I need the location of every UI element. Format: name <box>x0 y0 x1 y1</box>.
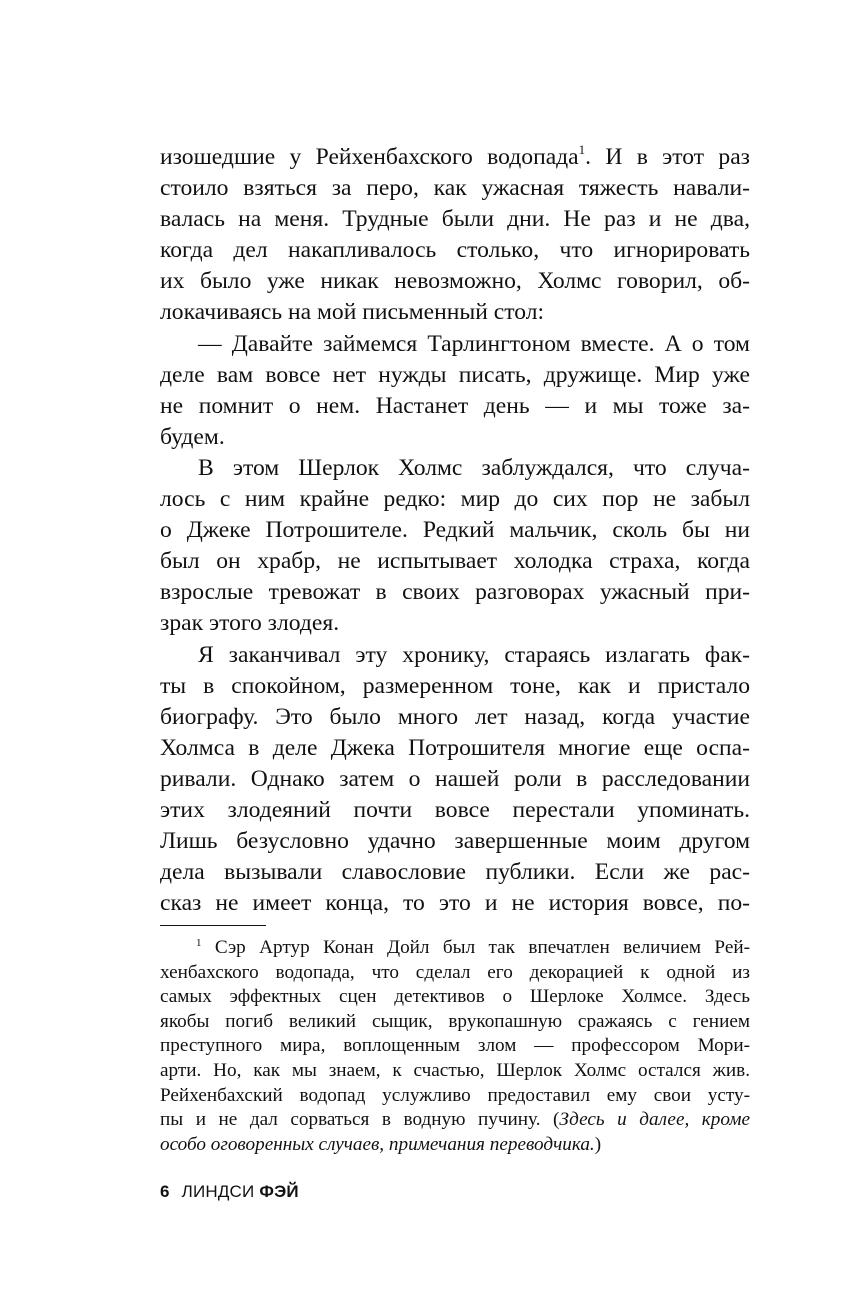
main-text <box>160 142 750 919</box>
footnote-line: Рейхенбахский водопад услужливо предоставил ему свои усту- <box>160 1084 750 1106</box>
text-line: сказ не имеет конца, то это и не история вовсе, по- <box>160 890 750 917</box>
author-last-name: ФЭЙ <box>259 1182 299 1201</box>
text-line: этих злодеяний почти вовсе перестали упоминать. <box>160 796 750 823</box>
footnote-line: самых эффектных сцен детективов о Шерлоке Холмсе. Здесь <box>160 986 750 1008</box>
running-footer <box>160 1182 299 1202</box>
footnote-line: хенбахского водопада, что сделал его декорацией к одной из <box>160 961 750 983</box>
text-line: деле вам вовсе нет нужды писать, дружище. Мир уже <box>160 361 750 388</box>
footnote-marker: 1 <box>196 937 202 949</box>
text-line: будем. <box>160 423 225 450</box>
text-line: валась на меня. Трудные были дни. Не раз и не два, <box>160 206 750 233</box>
footnote-line: $^1$ Сэр Артур Конан Дойл был так впечатлен величием Рей- <box>196 937 750 958</box>
footnote-line: преступного мира, воплощенным злом — профессором Мори- <box>160 1035 750 1057</box>
text-line: ривали. Однако затем о нашей роли в расследовании <box>160 765 750 792</box>
footnote-line: якобы погиб великий сыщик, врукопашную сражаясь с гением <box>160 1010 750 1032</box>
text-line: был он храбр, не испытывает холодка страха, когда <box>160 548 750 575</box>
author-first-name: ЛИНДСИ <box>181 1182 255 1201</box>
text-line: изошедшие у Рейхенбахского водопада$^1$. И в этот раз <box>160 142 750 170</box>
page-number: 6 <box>160 1182 170 1201</box>
text-line: взрослые тревожат в своих разговорах ужасный при- <box>160 579 750 606</box>
footnote-separator <box>160 925 266 926</box>
paragraph-3 <box>160 453 750 640</box>
text-line: Лишь безусловно удачно завершенные моим другом <box>160 828 750 855</box>
footnote-line: арти. Но, как мы знаем, к счастью, Шерлок Холмс остался жив. <box>160 1059 750 1081</box>
footnote-reference[interactable]: 1 <box>578 142 586 157</box>
text-line: В этом Шерлок Холмс заблуждался, что случа- <box>198 454 750 481</box>
text-line: Холмса в деле Джека Потрошителя многие еще оспа- <box>160 734 750 761</box>
footnote <box>160 936 750 1157</box>
paragraph-1 <box>160 142 750 329</box>
text-line: — Давайте займемся Тарлингтоном вместе. А о том <box>198 330 750 357</box>
footnote-line: пы и не дал сорваться в водную пучину. (Здесь и далее, кроме <box>160 1109 750 1131</box>
text-line: их было уже никак невозможно, Холмс говорил, об- <box>160 268 750 295</box>
text-line: стоило взяться за перо, как ужасная тяжесть навали- <box>160 175 750 202</box>
text-line: локачиваясь на мой письменный стол: <box>160 299 545 326</box>
text-line: Я заканчивал эту хронику, стараясь излагать фак- <box>198 641 750 668</box>
paragraph-4 <box>160 640 750 920</box>
text-line: когда дел накапливалось столько, что игнорировать <box>160 237 750 264</box>
text-line: дела вызывали славословие публики. Если же рас- <box>160 859 750 886</box>
text-line: о Джеке Потрошителе. Редкий мальчик, сколь бы ни <box>160 517 750 544</box>
text-line: не помнит о нем. Настанет день — и мы тоже за- <box>160 392 750 419</box>
text-line: биографу. Это было много лет назад, когда участие <box>160 703 750 730</box>
text-line: ты в спокойном, размеренном тоне, как и пристало <box>160 672 750 699</box>
text-line: зрак этого злодея. <box>160 610 340 637</box>
paragraph-2 <box>160 329 750 453</box>
footnote-line: особо оговоренных случаев, примечания переводчика.) <box>160 1133 602 1155</box>
text-line: лось с ним крайне редко: мир до сих пор не забыл <box>160 486 750 513</box>
